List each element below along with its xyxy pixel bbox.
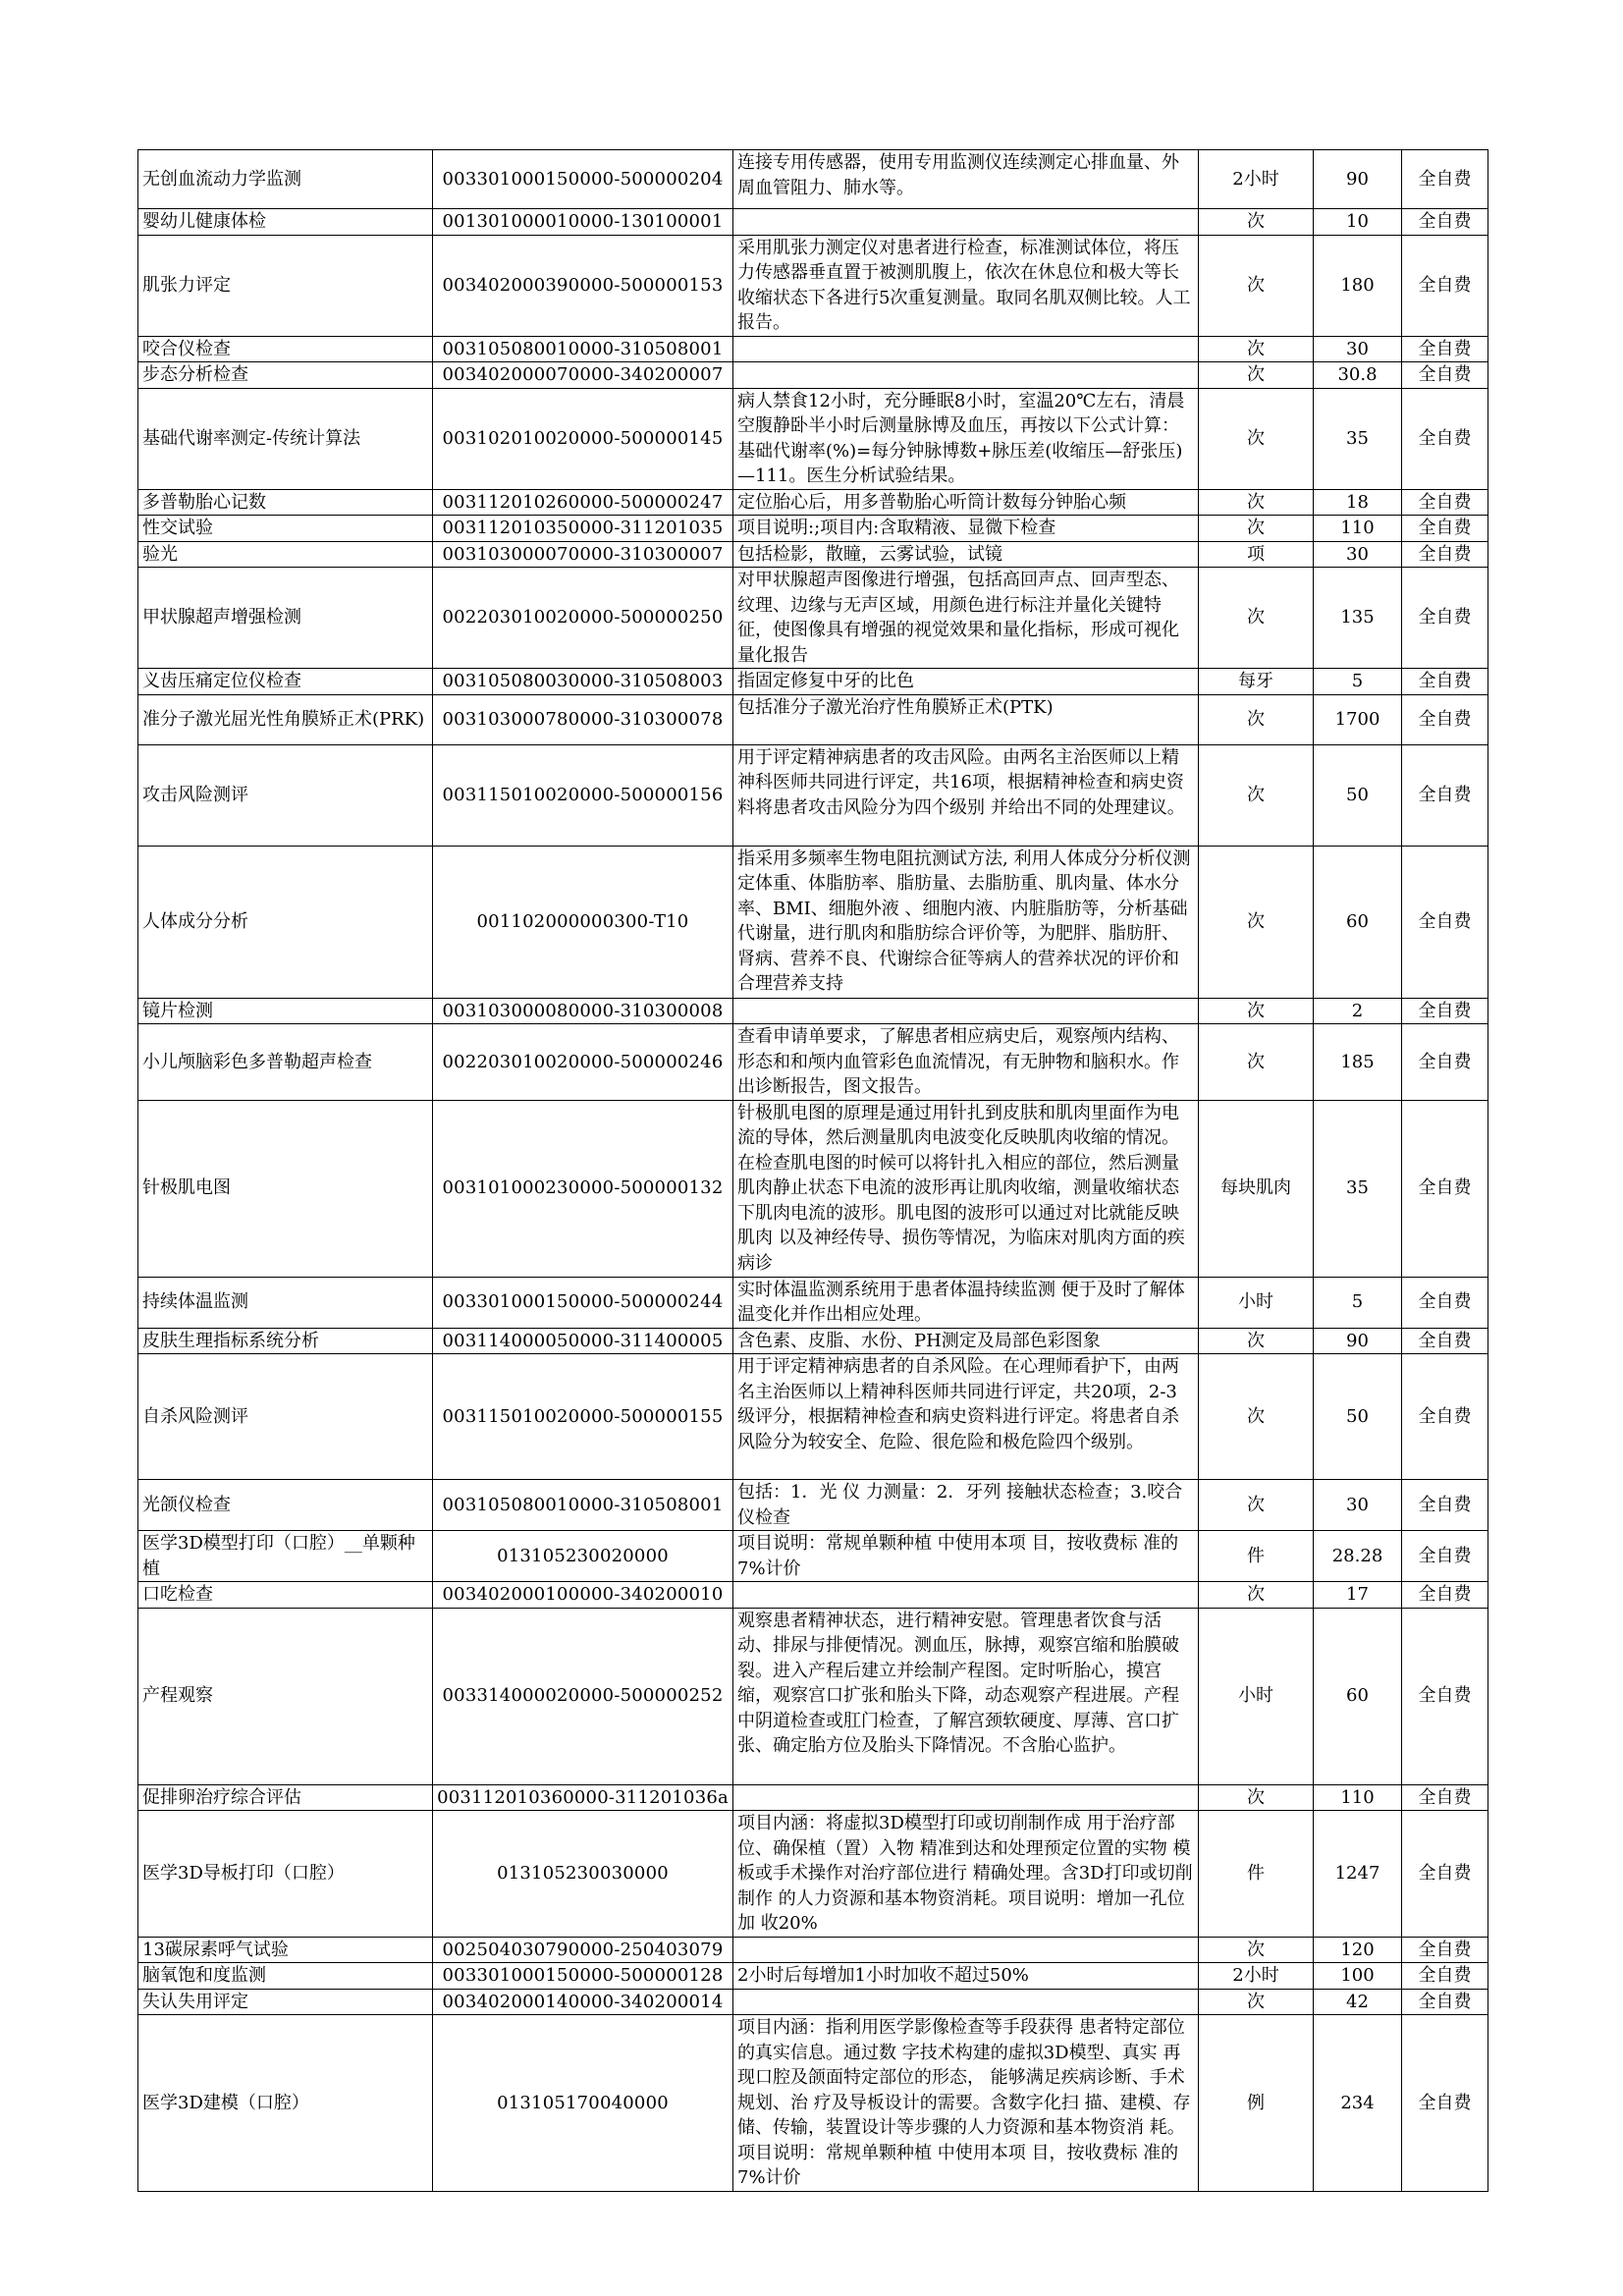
item-price: 2 bbox=[1314, 998, 1402, 1024]
item-price: 60 bbox=[1314, 846, 1402, 998]
item-code: 003115010020000-500000156 bbox=[433, 744, 733, 846]
item-price: 1247 bbox=[1314, 1811, 1402, 1938]
table-row bbox=[138, 1531, 1488, 1582]
item-price: 135 bbox=[1314, 568, 1402, 669]
item-description: 项目说明:;项目内:含取精液、显微下检查 bbox=[733, 516, 1199, 542]
item-category: 全自费 bbox=[1402, 209, 1488, 236]
item-name: 人体成分分析 bbox=[138, 846, 433, 998]
table-row bbox=[138, 1100, 1488, 1277]
table-row bbox=[138, 1582, 1488, 1609]
item-category: 全自费 bbox=[1402, 541, 1488, 568]
item-unit: 次 bbox=[1199, 568, 1314, 669]
item-code: 003112010350000-311201035 bbox=[433, 516, 733, 542]
item-name: 促排卵治疗综合评估 bbox=[138, 1784, 433, 1811]
item-name: 针极肌电图 bbox=[138, 1100, 433, 1277]
item-price: 35 bbox=[1314, 1100, 1402, 1277]
item-code: 013105230030000 bbox=[433, 1811, 733, 1938]
item-price: 17 bbox=[1314, 1582, 1402, 1609]
table-row bbox=[138, 1024, 1488, 1101]
item-unit: 例 bbox=[1199, 2015, 1314, 2192]
item-code: 003301000150000-500000204 bbox=[433, 150, 733, 209]
item-description: 病人禁食12小时，充分睡眠8小时，室温20℃左右，清晨空腹静卧半小时后测量脉博及血压，再按以下公式计算：基础代谢率(%)=每分钟脉博数+脉压差(收缩压—舒张压)—111。医生分析试验结果。 bbox=[733, 388, 1199, 489]
item-name: 医学3D建模（口腔） bbox=[138, 2015, 433, 2192]
item-name: 多普勒胎心记数 bbox=[138, 489, 433, 516]
fee-table bbox=[137, 149, 1488, 2192]
item-code: 002203010020000-500000250 bbox=[433, 568, 733, 669]
item-name: 失认失用评定 bbox=[138, 1989, 433, 2015]
item-name: 验光 bbox=[138, 541, 433, 568]
table-row bbox=[138, 362, 1488, 389]
item-code: 003101000230000-500000132 bbox=[433, 1100, 733, 1277]
item-name: 医学3D模型打印（口腔）__单颗种植 bbox=[138, 1531, 433, 1582]
item-name: 产程观察 bbox=[138, 1608, 433, 1784]
item-description bbox=[733, 1582, 1199, 1609]
item-price: 42 bbox=[1314, 1989, 1402, 2015]
item-category: 全自费 bbox=[1402, 744, 1488, 846]
item-price: 10 bbox=[1314, 209, 1402, 236]
item-price: 30.8 bbox=[1314, 362, 1402, 389]
item-price: 180 bbox=[1314, 235, 1402, 336]
item-category: 全自费 bbox=[1402, 1024, 1488, 1101]
item-category: 全自费 bbox=[1402, 568, 1488, 669]
item-name: 小儿颅脑彩色多普勒超声检查 bbox=[138, 1024, 433, 1101]
item-unit: 次 bbox=[1199, 336, 1314, 362]
item-description: 对甲状腺超声图像进行增强，包括高回声点、回声型态、纹理、边缘与无声区域，用颜色进行标注并量化关键特征，使图像具有增强的视觉效果和量化指标，形成可视化量化报告 bbox=[733, 568, 1199, 669]
table-row bbox=[138, 1480, 1488, 1531]
table-row bbox=[138, 2015, 1488, 2192]
item-name: 攻击风险测评 bbox=[138, 744, 433, 846]
item-description: 包括：1．光 仪 力测量：2．牙列 接触状态检查；3.咬合仪检查 bbox=[733, 1480, 1199, 1531]
item-price: 28.28 bbox=[1314, 1531, 1402, 1582]
table-row bbox=[138, 336, 1488, 362]
table-row bbox=[138, 1608, 1488, 1784]
table-row bbox=[138, 669, 1488, 695]
item-category: 全自费 bbox=[1402, 1963, 1488, 1990]
item-description bbox=[733, 336, 1199, 362]
item-name: 口吃检查 bbox=[138, 1582, 433, 1609]
item-code: 003105080010000-310508001 bbox=[433, 1480, 733, 1531]
item-code: 003112010360000-311201036a bbox=[433, 1784, 733, 1811]
item-code: 003105080030000-310508003 bbox=[433, 669, 733, 695]
item-code: 001301000010000-130100001 bbox=[433, 209, 733, 236]
item-category: 全自费 bbox=[1402, 388, 1488, 489]
item-price: 30 bbox=[1314, 336, 1402, 362]
table-row bbox=[138, 568, 1488, 669]
item-unit: 次 bbox=[1199, 362, 1314, 389]
item-name: 咬合仪检查 bbox=[138, 336, 433, 362]
item-name: 步态分析检查 bbox=[138, 362, 433, 389]
item-name: 持续体温监测 bbox=[138, 1277, 433, 1328]
item-price: 60 bbox=[1314, 1608, 1402, 1784]
item-unit: 次 bbox=[1199, 998, 1314, 1024]
table-row bbox=[138, 998, 1488, 1024]
item-price: 120 bbox=[1314, 1937, 1402, 1963]
item-description bbox=[733, 998, 1199, 1024]
item-description: 观察患者精神状态，进行精神安慰。管理患者饮食与活动、排尿与排便情况。测血压，脉搏，观察宫缩和胎膜破裂。进入产程后建立并绘制产程图。定时听胎心，摸宫缩，观察宫口扩张和胎头下降，动态观察产程进展。产程中阴道检查或肛门检查，了解宫颈软硬度、厚薄、宫口扩张、确定胎方位及胎头下降情况。不含胎心监护。 bbox=[733, 1608, 1199, 1784]
table-row bbox=[138, 1328, 1488, 1354]
item-name: 无创血流动力学监测 bbox=[138, 150, 433, 209]
item-description bbox=[733, 362, 1199, 389]
item-code: 003102010020000-500000145 bbox=[433, 388, 733, 489]
table-row bbox=[138, 694, 1488, 744]
item-category: 全自费 bbox=[1402, 516, 1488, 542]
item-price: 90 bbox=[1314, 150, 1402, 209]
item-category: 全自费 bbox=[1402, 235, 1488, 336]
item-name: 性交试验 bbox=[138, 516, 433, 542]
item-name: 自杀风险测评 bbox=[138, 1354, 433, 1480]
item-code: 003301000150000-500000128 bbox=[433, 1963, 733, 1990]
item-code: 003402000390000-500000153 bbox=[433, 235, 733, 336]
item-unit: 件 bbox=[1199, 1531, 1314, 1582]
item-unit: 次 bbox=[1199, 1937, 1314, 1963]
item-category: 全自费 bbox=[1402, 150, 1488, 209]
item-name: 医学3D导板打印（口腔） bbox=[138, 1811, 433, 1938]
item-code: 003402000100000-340200010 bbox=[433, 1582, 733, 1609]
item-unit: 小时 bbox=[1199, 1277, 1314, 1328]
item-price: 35 bbox=[1314, 388, 1402, 489]
item-description: 针极肌电图的原理是通过用针扎到皮肤和肌肉里面作为电流的导体，然后测量肌肉电波变化反映肌肉收缩的情况。在检查肌电图的时候可以将针扎入相应的部位，然后测量肌肉静止状态下电流的波形再让肌肉收缩，测量收缩状态下肌肉电流的波形。肌电图的波形可以通过对比就能反映肌肉 以及神经传导、损伤等情况，为临床对肌肉方面的疾病诊 bbox=[733, 1100, 1199, 1277]
item-description bbox=[733, 1989, 1199, 2015]
item-unit: 件 bbox=[1199, 1811, 1314, 1938]
table-row bbox=[138, 1277, 1488, 1328]
item-category: 全自费 bbox=[1402, 1328, 1488, 1354]
table-row bbox=[138, 1784, 1488, 1811]
table-row bbox=[138, 516, 1488, 542]
fee-table-body bbox=[138, 150, 1488, 2192]
item-category: 全自费 bbox=[1402, 694, 1488, 744]
item-category: 全自费 bbox=[1402, 1811, 1488, 1938]
item-code: 003103000780000-310300078 bbox=[433, 694, 733, 744]
item-category: 全自费 bbox=[1402, 1531, 1488, 1582]
item-category: 全自费 bbox=[1402, 336, 1488, 362]
table-row bbox=[138, 1963, 1488, 1990]
item-description: 指固定修复中牙的比色 bbox=[733, 669, 1199, 695]
item-description: 用于评定精神病患者的自杀风险。在心理师看护下，由两名主治医师以上精神科医师共同进行评定，共20项，2-3级评分，根据精神检查和病史资料进行评定。将患者自杀风险分为较安全、危险、很危险和极危险四个级别。 bbox=[733, 1354, 1199, 1480]
item-description: 项目说明：常规单颗种植 中使用本项 目，按收费标 准的7%计价 bbox=[733, 1531, 1199, 1582]
item-price: 30 bbox=[1314, 1480, 1402, 1531]
item-price: 110 bbox=[1314, 1784, 1402, 1811]
item-description: 用于评定精神病患者的攻击风险。由两名主治医师以上精神科医师共同进行评定，共16项，根据精神检查和病史资料将患者攻击风险分为四个级别 并给出不同的处理建议。 bbox=[733, 744, 1199, 846]
item-unit: 次 bbox=[1199, 744, 1314, 846]
item-category: 全自费 bbox=[1402, 1989, 1488, 2015]
item-description: 连接专用传感器，使用专用监测仪连续测定心排血量、外周血管阻力、肺水等。 bbox=[733, 150, 1199, 209]
item-name: 基础代谢率测定-传统计算法 bbox=[138, 388, 433, 489]
item-category: 全自费 bbox=[1402, 1582, 1488, 1609]
item-code: 003402000140000-340200014 bbox=[433, 1989, 733, 2015]
table-row bbox=[138, 846, 1488, 998]
item-category: 全自费 bbox=[1402, 362, 1488, 389]
table-row bbox=[138, 744, 1488, 846]
item-code: 003402000070000-340200007 bbox=[433, 362, 733, 389]
item-category: 全自费 bbox=[1402, 1480, 1488, 1531]
item-code: 002504030790000-250403079 bbox=[433, 1937, 733, 1963]
item-code: 001102000000300-T10 bbox=[433, 846, 733, 998]
item-unit: 次 bbox=[1199, 209, 1314, 236]
item-unit: 2小时 bbox=[1199, 150, 1314, 209]
item-price: 185 bbox=[1314, 1024, 1402, 1101]
item-unit: 次 bbox=[1199, 1024, 1314, 1101]
item-unit: 次 bbox=[1199, 489, 1314, 516]
item-category: 全自费 bbox=[1402, 998, 1488, 1024]
item-name: 脑氧饱和度监测 bbox=[138, 1963, 433, 1990]
item-price: 5 bbox=[1314, 669, 1402, 695]
item-code: 003103000080000-310300008 bbox=[433, 998, 733, 1024]
item-description: 项目内涵：将虚拟3D模型打印或切削制作成 用于治疗部位、确保植（置）入物 精准到达和处理预定位置的实物 模板或手术操作对治疗部位进行 精确处理。含3D打印或切削制作 的人力资源和基本物资消耗。项目说明：增加一孔位加 收20% bbox=[733, 1811, 1199, 1938]
item-price: 100 bbox=[1314, 1963, 1402, 1990]
item-price: 1700 bbox=[1314, 694, 1402, 744]
item-name: 镜片检测 bbox=[138, 998, 433, 1024]
item-code: 013105170040000 bbox=[433, 2015, 733, 2192]
item-name: 皮肤生理指标系统分析 bbox=[138, 1328, 433, 1354]
table-row bbox=[138, 1811, 1488, 1938]
table-row bbox=[138, 1354, 1488, 1480]
item-description: 查看申请单要求，了解患者相应病史后，观察颅内结构、形态和和颅内血管彩色血流情况，有无肿物和脑积水。作出诊断报告，图文报告。 bbox=[733, 1024, 1199, 1101]
item-price: 50 bbox=[1314, 744, 1402, 846]
item-category: 全自费 bbox=[1402, 1277, 1488, 1328]
item-unit: 次 bbox=[1199, 1989, 1314, 2015]
item-price: 5 bbox=[1314, 1277, 1402, 1328]
item-unit: 次 bbox=[1199, 1328, 1314, 1354]
table-row bbox=[138, 541, 1488, 568]
item-unit: 次 bbox=[1199, 694, 1314, 744]
item-price: 110 bbox=[1314, 516, 1402, 542]
table-row bbox=[138, 489, 1488, 516]
table-row bbox=[138, 1989, 1488, 2015]
item-category: 全自费 bbox=[1402, 1608, 1488, 1784]
item-code: 003105080010000-310508001 bbox=[433, 336, 733, 362]
item-price: 50 bbox=[1314, 1354, 1402, 1480]
item-description bbox=[733, 1784, 1199, 1811]
table-row bbox=[138, 150, 1488, 209]
item-unit: 小时 bbox=[1199, 1608, 1314, 1784]
item-code: 003112010260000-500000247 bbox=[433, 489, 733, 516]
item-category: 全自费 bbox=[1402, 846, 1488, 998]
item-code: 003114000050000-311400005 bbox=[433, 1328, 733, 1354]
table-row bbox=[138, 1937, 1488, 1963]
item-unit: 次 bbox=[1199, 1354, 1314, 1480]
item-description: 含色素、皮脂、水份、PH测定及局部色彩图象 bbox=[733, 1328, 1199, 1354]
item-description: 2小时后每增加1小时加收不超过50% bbox=[733, 1963, 1199, 1990]
item-unit: 次 bbox=[1199, 516, 1314, 542]
item-description: 实时体温监测系统用于患者体温持续监测 便于及时了解体温变化并作出相应处理。 bbox=[733, 1277, 1199, 1328]
item-price: 90 bbox=[1314, 1328, 1402, 1354]
item-code: 003314000020000-500000252 bbox=[433, 1608, 733, 1784]
item-category: 全自费 bbox=[1402, 1784, 1488, 1811]
item-name: 13碳尿素呼气试验 bbox=[138, 1937, 433, 1963]
item-description: 定位胎心后，用多普勒胎心听筒计数每分钟胎心频 bbox=[733, 489, 1199, 516]
item-code: 003115010020000-500000155 bbox=[433, 1354, 733, 1480]
item-category: 全自费 bbox=[1402, 2015, 1488, 2192]
item-unit: 次 bbox=[1199, 1582, 1314, 1609]
item-name: 准分子激光屈光性角膜矫正术(PRK) bbox=[138, 694, 433, 744]
item-description bbox=[733, 209, 1199, 236]
item-category: 全自费 bbox=[1402, 1354, 1488, 1480]
item-unit: 项 bbox=[1199, 541, 1314, 568]
item-code: 002203010020000-500000246 bbox=[433, 1024, 733, 1101]
item-name: 义齿压痛定位仪检查 bbox=[138, 669, 433, 695]
item-category: 全自费 bbox=[1402, 489, 1488, 516]
item-name: 光颌仪检查 bbox=[138, 1480, 433, 1531]
item-price: 234 bbox=[1314, 2015, 1402, 2192]
item-unit: 次 bbox=[1199, 235, 1314, 336]
item-name: 甲状腺超声增强检测 bbox=[138, 568, 433, 669]
item-unit: 每块肌肉 bbox=[1199, 1100, 1314, 1277]
item-description: 指采用多频率生物电阻抗测试方法, 利用人体成分分析仪测定体重、体脂肪率、脂肪量、去脂肪重、肌肉量、体水分率、BMI、细胞外液 、细胞内液、内脏脂肪等，分析基础代谢量，进行肌肉和脂肪综合评价等，为肥胖、脂肪肝、肾病、营养不良、代谢综合征等病人的营养状况的评价和合理营养支持 bbox=[733, 846, 1199, 998]
item-description: 项目内涵：指利用医学影像检查等手段获得 患者特定部位的真实信息。通过数 字技术构建的虚拟3D模型、真实 再现口腔及颌面特定部位的形态， 能够满足疾病诊断、手术规划、治 疗及导板设计的需要。含数字化扫 描、建模、存储、传输，装置设计等步骤的人力资源和基本物资消 耗。项目说明：常规单颗种植 中使用本项 目，按收费标 准的7%计价 bbox=[733, 2015, 1199, 2192]
item-price: 18 bbox=[1314, 489, 1402, 516]
item-unit: 次 bbox=[1199, 1784, 1314, 1811]
table-row bbox=[138, 209, 1488, 236]
item-unit: 次 bbox=[1199, 1480, 1314, 1531]
item-unit: 2小时 bbox=[1199, 1963, 1314, 1990]
item-name: 婴幼儿健康体检 bbox=[138, 209, 433, 236]
item-category: 全自费 bbox=[1402, 1937, 1488, 1963]
item-category: 全自费 bbox=[1402, 669, 1488, 695]
item-unit: 次 bbox=[1199, 388, 1314, 489]
item-description: 包括准分子激光治疗性角膜矫正术(PTK) bbox=[733, 694, 1199, 744]
item-price: 30 bbox=[1314, 541, 1402, 568]
item-name: 肌张力评定 bbox=[138, 235, 433, 336]
item-unit: 每牙 bbox=[1199, 669, 1314, 695]
table-row bbox=[138, 235, 1488, 336]
table-row bbox=[138, 388, 1488, 489]
item-description: 包括检影，散瞳，云雾试验，试镜 bbox=[733, 541, 1199, 568]
item-category: 全自费 bbox=[1402, 1100, 1488, 1277]
item-description: 采用肌张力测定仪对患者进行检查，标准测试体位，将压力传感器垂直置于被测肌腹上，依次在休息位和极大等长收缩状态下各进行5次重复测量。取同名肌双侧比较。人工报告。 bbox=[733, 235, 1199, 336]
item-code: 003301000150000-500000244 bbox=[433, 1277, 733, 1328]
item-unit: 次 bbox=[1199, 846, 1314, 998]
item-code: 013105230020000 bbox=[433, 1531, 733, 1582]
item-code: 003103000070000-310300007 bbox=[433, 541, 733, 568]
item-description bbox=[733, 1937, 1199, 1963]
